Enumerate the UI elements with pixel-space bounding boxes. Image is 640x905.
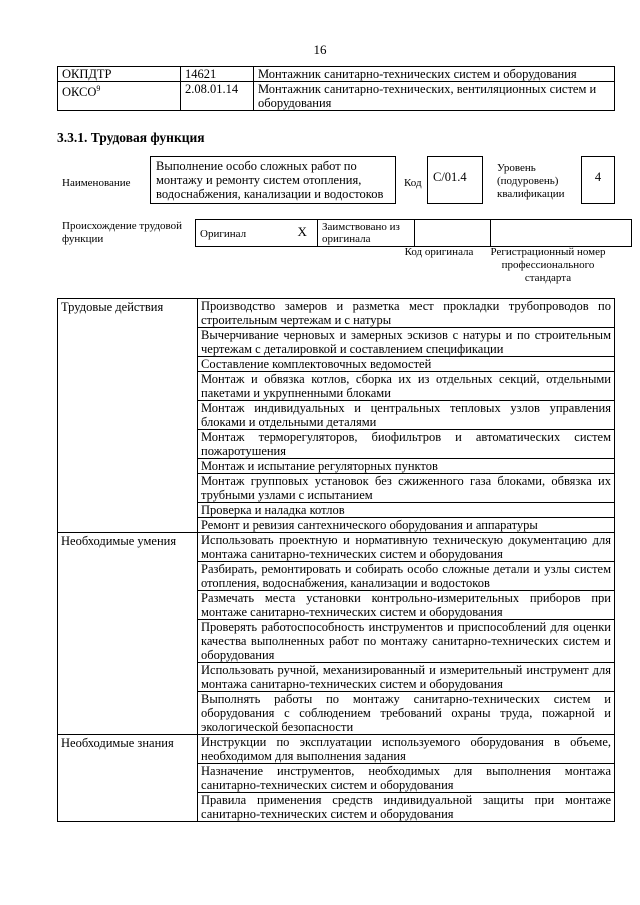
table-row: [58, 299, 615, 328]
page-number: 16: [313, 42, 327, 57]
footnote-ref: 9: [96, 84, 101, 93]
section-title: Необходимые умения: [58, 533, 198, 735]
classifier-code: 14621: [181, 67, 254, 82]
list-item: Использовать проектную и нормативную техническую документацию для монтажа санитарно-технических систем и оборудования: [198, 533, 615, 562]
list-item: Ремонт и ревизия сантехнического оборудования и аппаратуры: [198, 518, 615, 533]
function-name-value: Выполнение особо сложных работ по монтажу и ремонту систем отопления, водоснабжения, канализации и водостоков: [150, 156, 396, 204]
level-value: 4: [581, 156, 615, 204]
classifier-title: Монтажник санитарно-технических, вентиляционных систем и оборудования: [254, 82, 615, 111]
list-item: Правила применения средств индивидуальной защиты при монтаже санитарно-технических систем и оборудования: [198, 793, 615, 822]
original-code-cell: [415, 220, 491, 247]
classifier-title: Монтажник санитарно-технических систем и оборудования: [254, 67, 615, 82]
borrowed-label: Заимствовано из оригинала: [318, 220, 415, 247]
original-mark: X: [288, 220, 318, 247]
code-caption: Код оригинала: [404, 246, 474, 258]
list-item: Использовать ручной, механизированный и измерительный инструмент для монтажа санитарно-технических систем и оборудования: [198, 663, 615, 692]
section-title: Необходимые знания: [58, 735, 198, 822]
origin-label: Происхождение трудовой функции: [62, 220, 183, 245]
section-heading: 3.3.1. Трудовая функция: [57, 130, 205, 145]
list-item: Производство замеров и разметка мест прокладки трубопроводов по строительным чертежам и с натуры: [198, 299, 615, 328]
list-item: Выполнять работы по монтажу санитарно-технических систем и оборудования с соблюдением требований охраны труда, пожарной и экологической безопасности: [198, 692, 615, 735]
list-item: Размечать места установки контрольно-измерительных приборов при монтаже санитарно-технических систем и оборудования: [198, 591, 615, 620]
list-item: Составление комплектовочных ведомостей: [198, 357, 615, 372]
registration-number-cell: [491, 220, 632, 247]
registration-caption: Регистрационный номер профессионального стандарта: [490, 246, 606, 284]
list-item: Назначение инструментов, необходимых для выполнения монтажа санитарно-технических систем и оборудования: [198, 764, 615, 793]
list-item: Монтаж индивидуальных и центральных тепловых узлов управления блоками и отдельными деталями: [198, 401, 615, 430]
function-code-value: C/01.4: [427, 156, 483, 204]
list-item: Монтаж и обвязка котлов, сборка их из отдельных секций, отдельными пакетами и укрупненными блоками: [198, 372, 615, 401]
section-title: Трудовые действия: [58, 299, 198, 533]
classifier-code: 2.08.01.14: [181, 82, 254, 111]
list-item: Проверка и наладка котлов: [198, 503, 615, 518]
classifier-name: ОКПДТР: [58, 67, 181, 82]
origin-table: [195, 219, 632, 247]
original-label-cell: Оригинал: [196, 220, 288, 247]
list-item: Монтаж и испытание регуляторных пунктов: [198, 459, 615, 474]
table-row: [58, 82, 615, 111]
classifier-codes-table: [57, 66, 615, 111]
classifier-name: ОКСО$^9$: [58, 82, 181, 111]
list-item: Монтаж групповых установок без сжиженного газа блоками, обвязка их трубными узлами с испытанием: [198, 474, 615, 503]
level-label: Уровень (подуровень) квалификации: [497, 162, 565, 200]
list-item: Разбирать, ремонтировать и собирать особо сложные детали и узлы систем отопления, водоснабжения, канализации и водостоков: [198, 562, 615, 591]
table-row: [58, 735, 615, 764]
list-item: Проверять работоспособность инструментов и приспособлений для оценки качества выполненных работ по монтажу санитарно-технических систем и оборудования: [198, 620, 615, 663]
name-label: Наименование: [62, 177, 131, 189]
function-details-table: [57, 298, 615, 822]
list-item: Вычерчивание черновых и замерных эскизов с натуры и по строительным чертежам с деталировкой и составлением спецификации: [198, 328, 615, 357]
table-row: [58, 67, 615, 82]
list-item: Инструкции по эксплуатации используемого оборудования в объеме, необходимом для выполнения задания: [198, 735, 615, 764]
list-item: Монтаж терморегуляторов, биофильтров и автоматических систем пожаротушения: [198, 430, 615, 459]
code-label: Код: [404, 177, 422, 189]
table-row: [58, 533, 615, 562]
